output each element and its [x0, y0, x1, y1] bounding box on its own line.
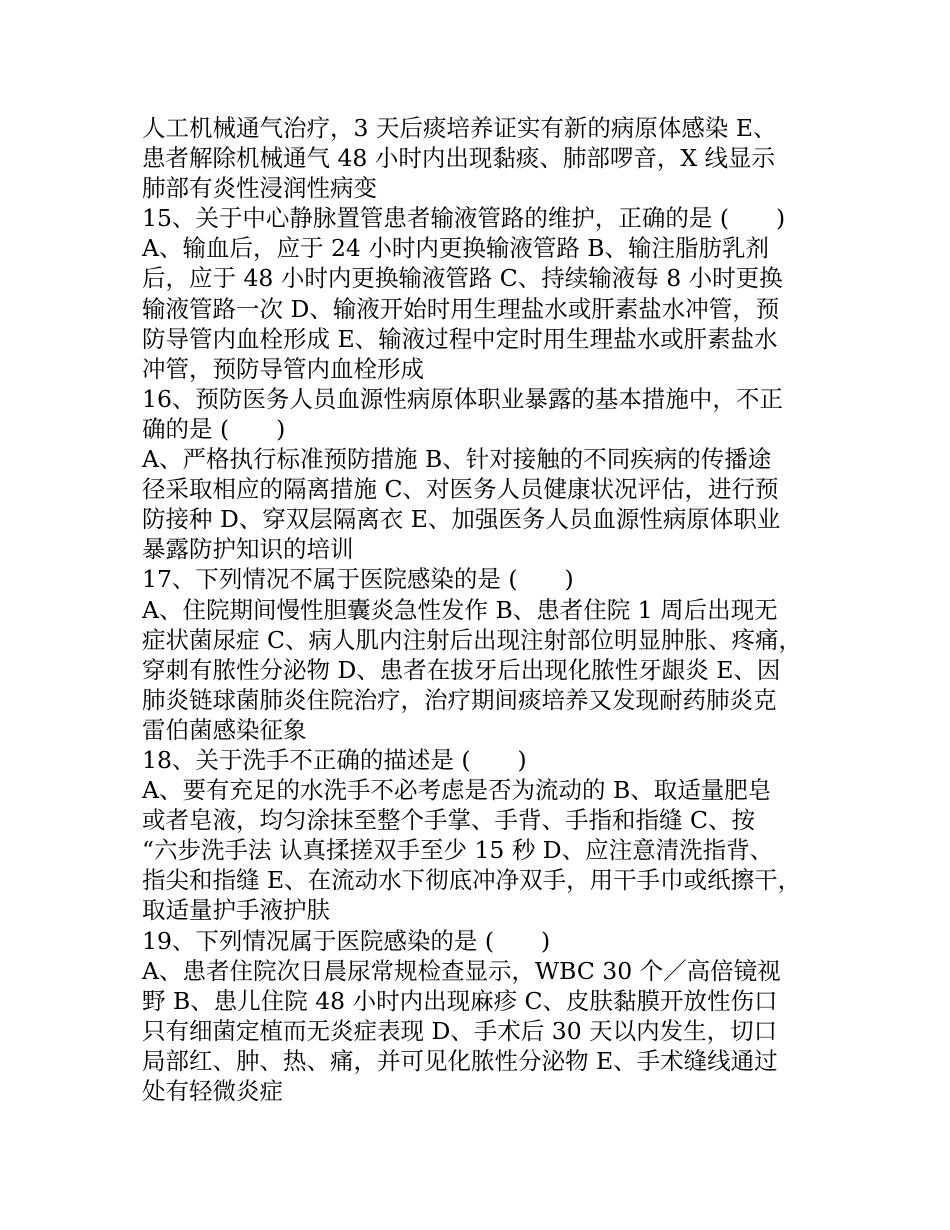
question-15-options: 冲管，预防导管内血栓形成 — [142, 354, 424, 383]
question-16-stem: 确的是 ( ) — [142, 414, 286, 443]
question-17-options: A、住院期间慢性胆囊炎急性发作 B、患者住院 1 周后出现无 — [142, 595, 778, 624]
question-18-options: 取适量护手液护肤 — [142, 896, 330, 925]
question-15-options: 输液管路一次 D、输液开始时用生理盐水或肝素盐水冲管，预 — [142, 294, 780, 323]
question-18-options: A、要有充足的水洗手不必考虑是否为流动的 B、取适量肥皂 — [142, 776, 772, 805]
question-16-options: 防接种 D、穿双层隔离衣 E、加强医务人员血源性病原体职业 — [142, 505, 781, 534]
question-16-options: 暴露防护知识的培训 — [142, 535, 354, 564]
question-15-options: A、输血后，应于 24 小时内更换输液管路 B、输注脂肪乳剂 — [142, 234, 770, 263]
question-17-options: 症状菌尿症 C、病人肌内注射后出现注射部位明显肿胀、疼痛， — [142, 625, 802, 654]
question-19-stem: 19、下列情况属于医院感染的是 ( ) — [142, 926, 551, 955]
question-15-stem: 15、关于中心静脉置管患者输液管路的维护，正确的是 ( ) — [142, 204, 786, 233]
question-18-options: 或者皂液，均匀涂抹至整个手掌、手背、手指和指缝 C、按 — [142, 806, 755, 835]
question-17-stem: 17、下列情况不属于医院感染的是 ( ) — [142, 565, 574, 594]
document-body-text — [142, 113, 842, 1106]
question-16-stem: 16、预防医务人员血源性病原体职业暴露的基本措施中，不正 — [142, 384, 783, 413]
question-17-options: 肺炎链球菌肺炎住院治疗，治疗期间痰培养又发现耐药肺炎克 — [142, 685, 777, 714]
question-16-options: A、严格执行标准预防措施 B、针对接触的不同疾病的传播途 — [142, 445, 772, 474]
question-18-options: “六步洗手法 认真揉搓双手至少 15 秒 D、应注意清洗指背、 — [142, 836, 774, 865]
text-line: 肺部有炎性浸润性病变 — [142, 174, 377, 203]
question-18-options: 指尖和指缝 E、在流动水下彻底冲净双手，用干手巾或纸擦干， — [142, 866, 802, 895]
question-19-options: 野 B、患儿住院 48 小时内出现麻疹 C、皮肤黏膜开放性伤口 — [142, 986, 778, 1015]
question-19-options: A、患者住院次日晨尿常规检查显示，WBC 30 个／高倍镜视 — [142, 956, 781, 985]
question-18-stem: 18、关于洗手不正确的描述是 ( ) — [142, 745, 527, 774]
question-16-options: 径采取相应的隔离措施 C、对医务人员健康状况评估，进行预 — [142, 475, 779, 504]
question-15-options: 后，应于 48 小时内更换输液管路 C、持续输液每 8 小时更换 — [142, 264, 783, 293]
question-19-options: 处有轻微炎症 — [142, 1077, 283, 1105]
question-15-options: 防导管内血栓形成 E、输液过程中定时用生理盐水或肝素盐水 — [142, 324, 778, 353]
question-17-options: 穿刺有脓性分泌物 D、患者在拔牙后出现化脓性牙龈炎 E、因 — [142, 655, 781, 684]
question-17-options: 雷伯菌感染征象 — [142, 715, 307, 744]
question-19-options: 局部红、肿、热、痛，并可见化脓性分泌物 E、手术缝线通过 — [142, 1046, 778, 1075]
question-19-options: 只有细菌定植而无炎症表现 D、手术后 30 天以内发生，切口 — [142, 1016, 778, 1045]
text-line: 患者解除机械通气 48 小时内出现黏痰、肺部啰音，X 线显示 — [142, 144, 776, 173]
text-line: 人工机械通气治疗，3 天后痰培养证实有新的病原体感染 E、 — [142, 114, 777, 142]
